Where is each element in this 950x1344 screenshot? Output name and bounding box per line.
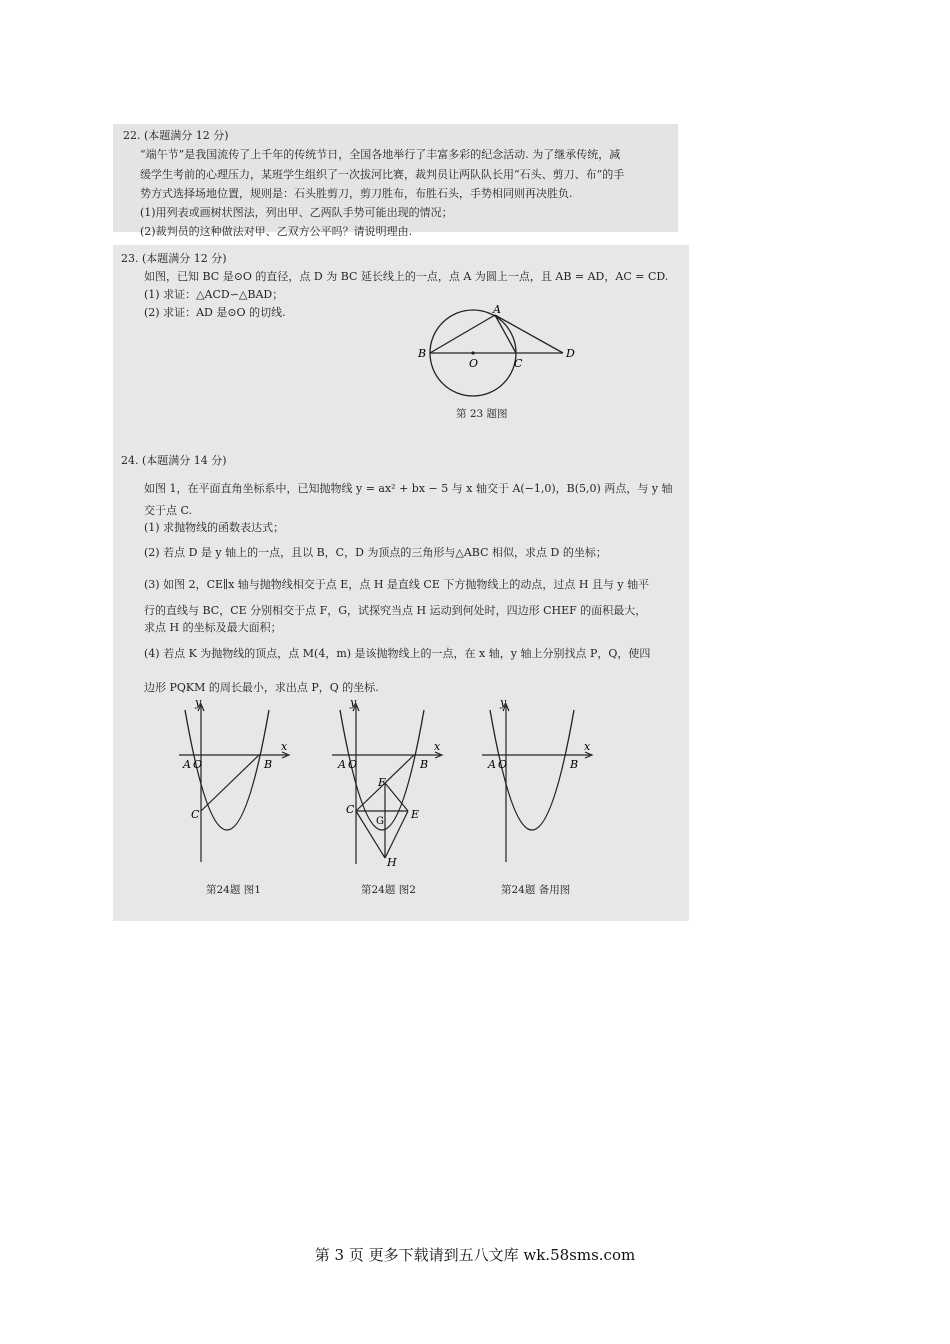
q23-header: 23. (本题满分 12 分) [121, 252, 227, 265]
fig3-label-b: B [570, 758, 579, 771]
q24-line-2: 交于点 C. [144, 504, 193, 517]
fig2-label-c: C [346, 803, 355, 816]
q24-figure-1 [175, 700, 295, 870]
q24-part-1: (1) 求抛物线的函数表达式； [144, 521, 285, 534]
fig2-label-b: B [420, 758, 429, 771]
page-footer: 第 3 页 更多下载请到五八文库 wk.58sms.com [314, 1246, 636, 1264]
q23-label-d: D [566, 347, 575, 360]
q24-fig1-caption: 第24题 图1 [206, 884, 261, 896]
fig2-label-g: G [376, 816, 384, 827]
q24-fig3-caption: 第24题 备用图 [501, 884, 571, 896]
fig3-label-x: x [584, 740, 591, 753]
q24-part-4-line-2: 边形 PQKM 的周长最小，求出点 P，Q 的坐标. [144, 681, 379, 694]
fig2-label-h: H [387, 856, 397, 869]
q24-part-3-line-3: 求点 H 的坐标及最大面积； [144, 621, 282, 634]
fig1-label-b: B [264, 758, 273, 771]
q24-header: 24. (本题满分 14 分) [121, 454, 227, 467]
fig2-label-o: O [348, 758, 358, 771]
q23-circle-figure [413, 303, 583, 421]
q24-part-2: (2) 若点 D 是 y 轴上的一点，且以 B，C，D 为顶点的三角形与△ABC 相似，求点 D 的坐标； [144, 546, 607, 559]
q23-label-o: O [469, 357, 479, 370]
fig1-label-o: O [193, 758, 203, 771]
q24-fig2-caption: 第24题 图2 [361, 884, 416, 896]
fig2-label-a: A [338, 758, 346, 771]
q23-caption: 第 23 题图 [456, 408, 508, 420]
q24-line-1: 如图 1，在平面直角坐标系中，已知抛物线 y = ax² + bx − 5 与 x 轴交于 A(−1,0)，B(5,0) 两点，与 y 轴 [144, 482, 673, 495]
q24-part-4-line-1: (4) 若点 K 为抛物线的顶点，点 M(4，m) 是该抛物线上的一点，在 x 轴，y 轴上分别找点 P，Q，使四 [144, 647, 651, 660]
q22-line-5: (2)裁判员的这种做法对甲、乙双方公平吗？请说明理由. [140, 225, 413, 239]
q24-figure-2 [328, 700, 448, 872]
q22-line-1: “端午节”是我国流传了上千年的传统节日，全国各地举行了丰富多彩的纪念活动. 为了继承传统，减 [140, 148, 621, 162]
fig2-label-y: y [350, 700, 357, 709]
q24-part-3-line-1: (3) 如图 2，CE∥x 轴与抛物线相交于点 E，点 H 是直线 CE 下方抛物线上的动点，过点 H 且与 y 轴平 [144, 578, 650, 591]
q22-header: 22. (本题满分 12 分) [123, 129, 229, 142]
q23-label-a: A [493, 303, 501, 316]
fig3-label-a: A [488, 758, 496, 771]
q23-intro: 如图，已知 BC 是⊙O 的直径，点 D 为 BC 延长线上的一点，点 A 为圆上一点，且 AB = AD，AC = CD. [144, 270, 669, 283]
fig1-label-a: A [183, 758, 191, 771]
fig2-label-f: F [378, 776, 386, 789]
q23-part-2: (2) 求证：AD 是⊙O 的切线. [144, 306, 286, 319]
fig1-label-y: y [195, 700, 202, 709]
q23-label-c: C [514, 357, 523, 370]
question-22-scan [113, 124, 678, 239]
q24-part-3-line-2: 行的直线与 BC，CE 分别相交于点 F，G，试探究当点 H 运动到何处时，四边形 CHEF 的面积最大， [144, 604, 647, 617]
fig2-label-x: x [434, 740, 441, 753]
q22-line-3: 势方式选择场地位置，规则是：石头胜剪刀，剪刀胜布，布胜石头，手势相同则再决胜负. [140, 186, 573, 200]
fig1-label-x: x [281, 740, 288, 753]
question-23-24-scan [113, 245, 689, 921]
q22-line-2: 缓学生考前的心理压力，某班学生组织了一次拔河比赛，裁判员让两队队长用“石头、剪刀、布”的手 [140, 167, 625, 181]
q24-figure-spare [478, 700, 598, 870]
fig1-label-c: C [191, 808, 200, 821]
q23-label-b: B [418, 347, 427, 360]
q22-line-4: (1)用列表或画树状图法，列出甲、乙两队手势可能出现的情况； [140, 206, 453, 219]
fig3-label-y: y [500, 700, 507, 709]
q23-part-1: (1) 求证：△ACD∽△BAD； [144, 288, 284, 301]
fig3-label-o: O [498, 758, 508, 771]
fig2-label-e: E [411, 808, 420, 821]
